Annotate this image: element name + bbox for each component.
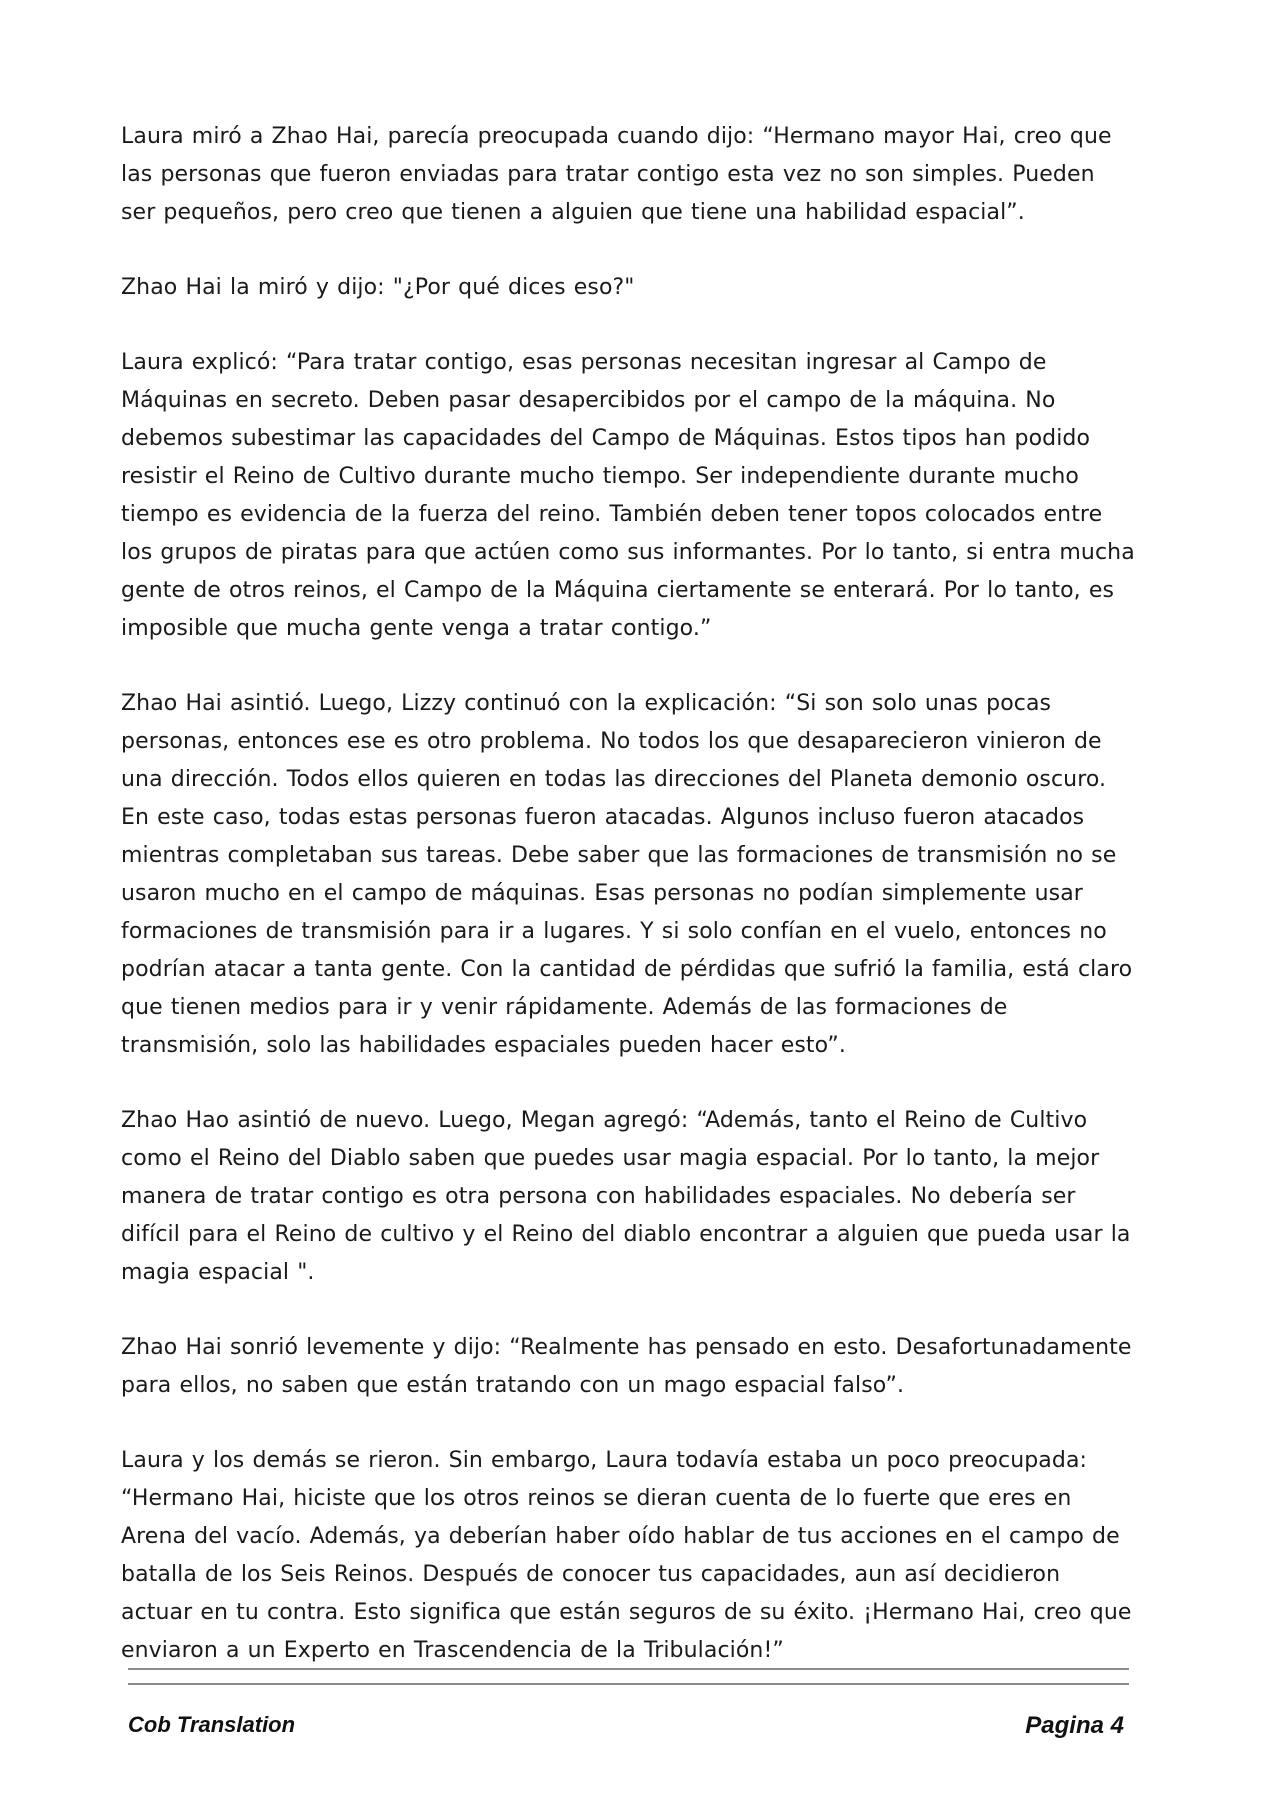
footer-divider-bottom (128, 1683, 1129, 1685)
paragraph-1: Laura miró a Zhao Hai, parecía preocupada cuando dijo: “Hermano mayor Hai, creo que las personas que fueron enviadas para tratar contigo esta vez no son simples. Pueden ser pequeños, pero creo que tienen a alguien que tiene una habilidad espacial”. (121, 124, 1112, 225)
page-indicator (1025, 1712, 1124, 1740)
page-label: Pagina (1025, 1712, 1104, 1739)
paragraph-7: Laura y los demás se rieron. Sin embargo, Laura todavía estaba un poco preocupada: “Hermano Hai, hiciste que los otros reinos se dieran cuenta de lo fuerte que eres en Arena del vacío. Además, ya deberían haber oído hablar de tus acciones en el campo de batalla de los Seis Reinos. Después de conocer tus capacidades, aun así decidieron actuar en tu contra. Esto significa que están seguros de su éxito. ¡Hermano Hai, creo que enviaron a un Experto en Trascendencia de la Tribulación!” (121, 1448, 1132, 1663)
page-body (121, 118, 1136, 1707)
page-number: 4 (1110, 1712, 1124, 1739)
footer-credit: Cob Translation (128, 1712, 296, 1737)
footer-divider-top (128, 1668, 1129, 1670)
paragraph-6: Zhao Hai sonrió levemente y dijo: “Realmente has pensado en esto. Desafortunadamente para ellos, no saben que están tratando con un mago espacial falso”. (121, 1335, 1132, 1398)
paragraph-4: Zhao Hai asintió. Luego, Lizzy continuó con la explicación: “Si son solo unas pocas personas, entonces ese es otro problema. No todos los que desaparecieron vinieron de una dirección. Todos ellos quieren en todas las direcciones del Planeta demonio oscuro. En este caso, todas estas personas fueron atacadas. Algunos incluso fueron atacados mientras completaban sus tareas. Debe saber que las formaciones de transmisión no se usaron mucho en el campo de máquinas. Esas personas no podían simplemente usar formaciones de transmisión para ir a lugares. Y si solo confían en el vuelo, entonces no podrían atacar a tanta gente. Con la cantidad de pérdidas que sufrió la familia, está claro que tienen medios para ir y venir rápidamente. Además de las formaciones de transmisión, solo las habilidades espaciales pueden hacer esto”. (121, 691, 1133, 1058)
paragraph-2: Zhao Hai la miró y dijo: "¿Por qué dices eso?" (121, 275, 635, 300)
paragraph-3: Laura explicó: “Para tratar contigo, esas personas necesitan ingresar al Campo de Máquinas en secreto. Deben pasar desapercibidos por el campo de la máquina. No debemos subestimar las capacidades del Campo de Máquinas. Estos tipos han podido resistir el Reino de Cultivo durante mucho tiempo. Ser independiente durante mucho tiempo es evidencia de la fuerza del reino. También deben tener topos colocados entre los grupos de piratas para que actúen como sus informantes. Por lo tanto, si entra mucha gente de otros reinos, el Campo de la Máquina ciertamente se enterará. Por lo tanto, es imposible que mucha gente venga a tratar contigo.” (121, 350, 1135, 641)
paragraph-5: Zhao Hao asintió de nuevo. Luego, Megan agregó: “Además, tanto el Reino de Cultivo como el Reino del Diablo saben que puedes usar magia espacial. Por lo tanto, la mejor manera de tratar contigo es otra persona con habilidades espaciales. No debería ser difícil para el Reino de cultivo y el Reino del diablo encontrar a alguien que pueda usar la magia espacial ". (121, 1108, 1131, 1285)
